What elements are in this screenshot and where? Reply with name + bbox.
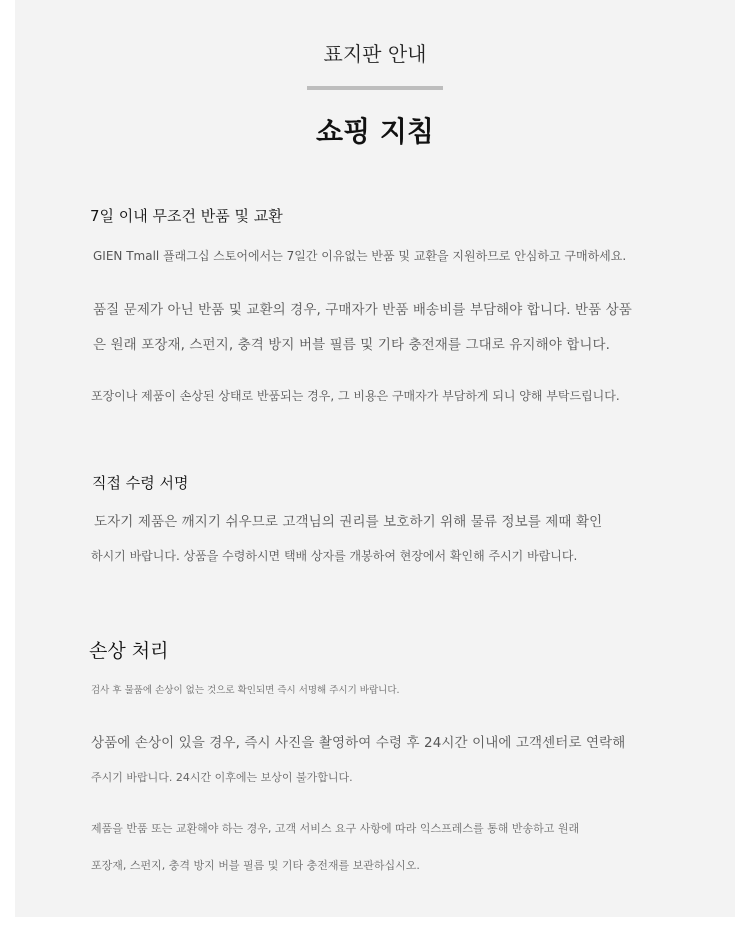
paragraph-line: 도자기 제품은 깨지기 쉬우므로 고객님의 권리를 보호하기 위해 물류 정보를 제때 확인 bbox=[94, 514, 603, 530]
paragraph-line: 포장이나 제품이 손상된 상태로 반품되는 경우, 그 비용은 구매자가 부담하게 되니 양해 부탁드립니다. bbox=[91, 389, 620, 403]
paragraph-line: 은 원래 포장재, 스펀지, 충격 방지 버블 필름 및 기타 충전재를 그대로 유지해야 합니다. bbox=[93, 337, 611, 353]
paragraph-line: GIEN Tmall 플래그십 스토어에서는 7일간 이유없는 반품 및 교환을 지원하므로 안심하고 구매하세요. bbox=[93, 249, 627, 263]
title-divider bbox=[307, 86, 443, 90]
paragraph-line: 품질 문제가 아닌 반품 및 교환의 경우, 구매자가 반품 배송비를 부담해야 합니다. 반품 상품 bbox=[93, 302, 632, 318]
guide-panel bbox=[15, 0, 735, 917]
section-heading-signature: 직접 수령 서명 bbox=[92, 474, 189, 492]
paragraph-line: 주시기 바랍니다. 24시간 이후에는 보상이 불가합니다. bbox=[91, 771, 353, 784]
paragraph-line: 포장재, 스펀지, 충격 방지 버블 필름 및 기타 충전재를 보관하십시오. bbox=[91, 859, 420, 872]
paragraph-line: 상품에 손상이 있을 경우, 즉시 사진을 촬영하여 수령 후 24시간 이내에 고객센터로 연락해 bbox=[91, 735, 626, 751]
paragraph-line: 검사 후 물품에 손상이 없는 것으로 확인되면 즉시 서명해 주시기 바랍니다. bbox=[91, 685, 400, 696]
paragraph-line: 하시기 바랍니다. 상품을 수령하시면 택배 상자를 개봉하여 현장에서 확인해 주시기 바랍니다. bbox=[91, 549, 578, 563]
paragraph-line: 제품을 반품 또는 교환해야 하는 경우, 고객 서비스 요구 사항에 따라 익스프레스를 통해 반송하고 원래 bbox=[91, 822, 580, 835]
page-title: 쇼핑 지침 bbox=[316, 115, 434, 148]
section-heading-return-exchange: 7일 이내 무조건 반품 및 교환 bbox=[90, 207, 283, 225]
section-heading-damage: 손상 처리 bbox=[89, 640, 169, 662]
notice-label: 표지판 안내 bbox=[323, 42, 427, 66]
